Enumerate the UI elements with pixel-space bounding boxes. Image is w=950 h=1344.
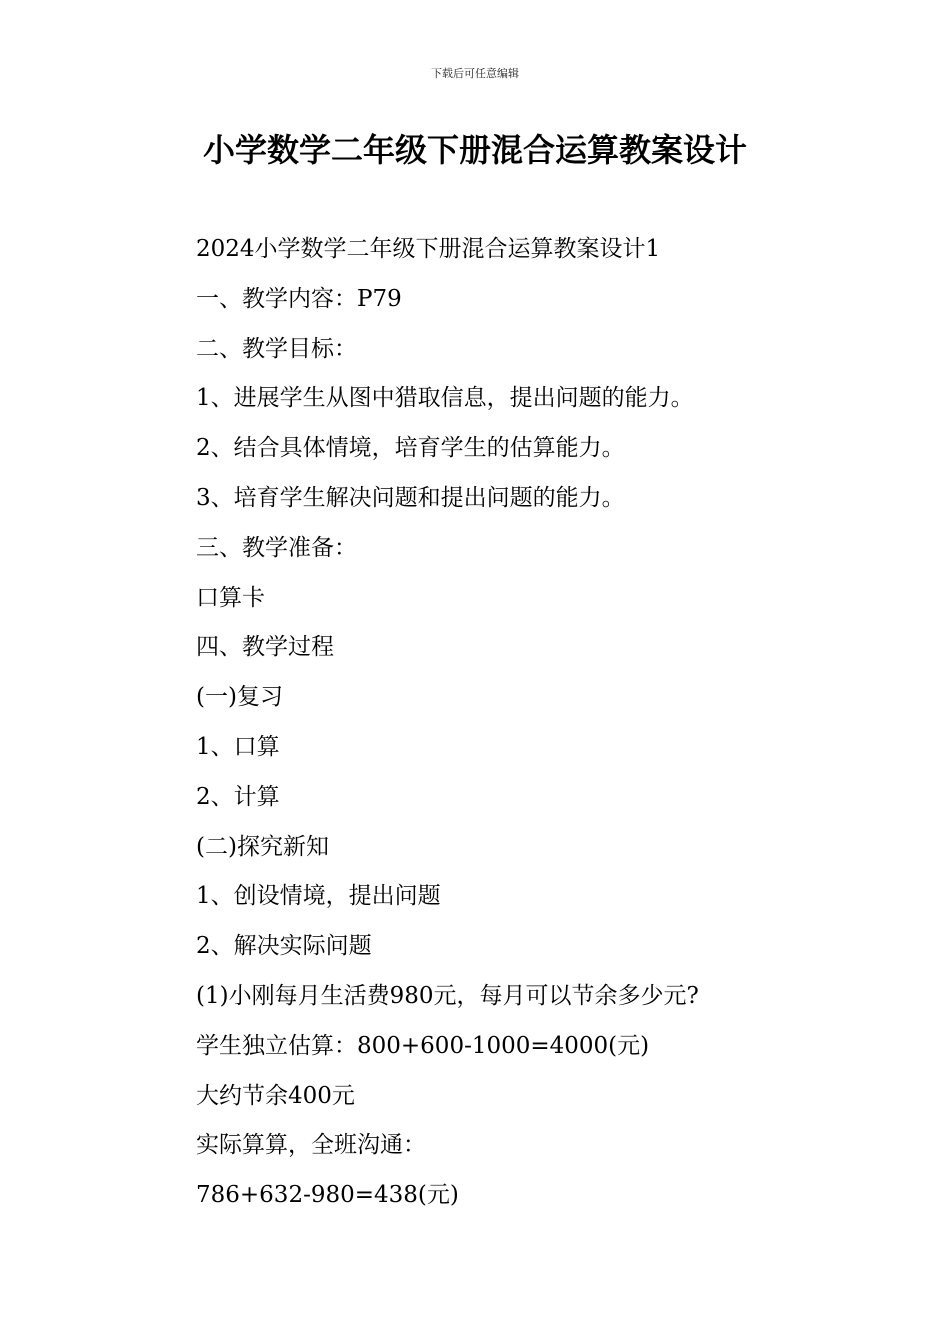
paragraph-line: 1、创设情境，提出问题 xyxy=(196,883,441,910)
document-title: 小学数学二年级下册混合运算教案设计 xyxy=(202,131,747,169)
paragraph-line: 2、结合具体情境，培育学生的估算能力。 xyxy=(196,435,625,462)
paragraph-line: (1)小刚每月生活费980元，每月可以节余多少元? xyxy=(196,982,699,1009)
paragraph-line: 口算卡 xyxy=(196,584,265,611)
page-header-note: 下载后可任意编辑 xyxy=(431,67,519,80)
paragraph-line: 1、进展学生从图中猎取信息，提出问题的能力。 xyxy=(196,385,694,412)
document-body xyxy=(196,225,836,1221)
paragraph-line: 2、解决实际问题 xyxy=(196,933,372,960)
paragraph-line: 二、教学目标： xyxy=(196,335,357,362)
paragraph-line: 四、教学过程 xyxy=(196,634,334,661)
paragraph-line: (二)探究新知 xyxy=(196,833,329,860)
paragraph-line: 786+632-980=438(元) xyxy=(196,1182,459,1209)
paragraph-line: 2、计算 xyxy=(196,783,280,810)
paragraph-line: 大约节余400元 xyxy=(196,1082,355,1109)
paragraph-line: 1、口算 xyxy=(196,733,280,760)
paragraph-line: 3、培育学生解决问题和提出问题的能力。 xyxy=(196,484,625,511)
paragraph-line: 学生独立估算：800+600-1000=4000(元) xyxy=(196,1032,650,1059)
paragraph-line: 实际算算，全班沟通： xyxy=(196,1132,426,1159)
section-heading: 2024小学数学二年级下册混合运算教案设计1 xyxy=(196,236,661,262)
paragraph-line: 三、教学准备： xyxy=(196,534,357,561)
paragraph-line: 一、教学内容：P79 xyxy=(196,285,402,312)
paragraph-line: (一)复习 xyxy=(196,684,283,711)
